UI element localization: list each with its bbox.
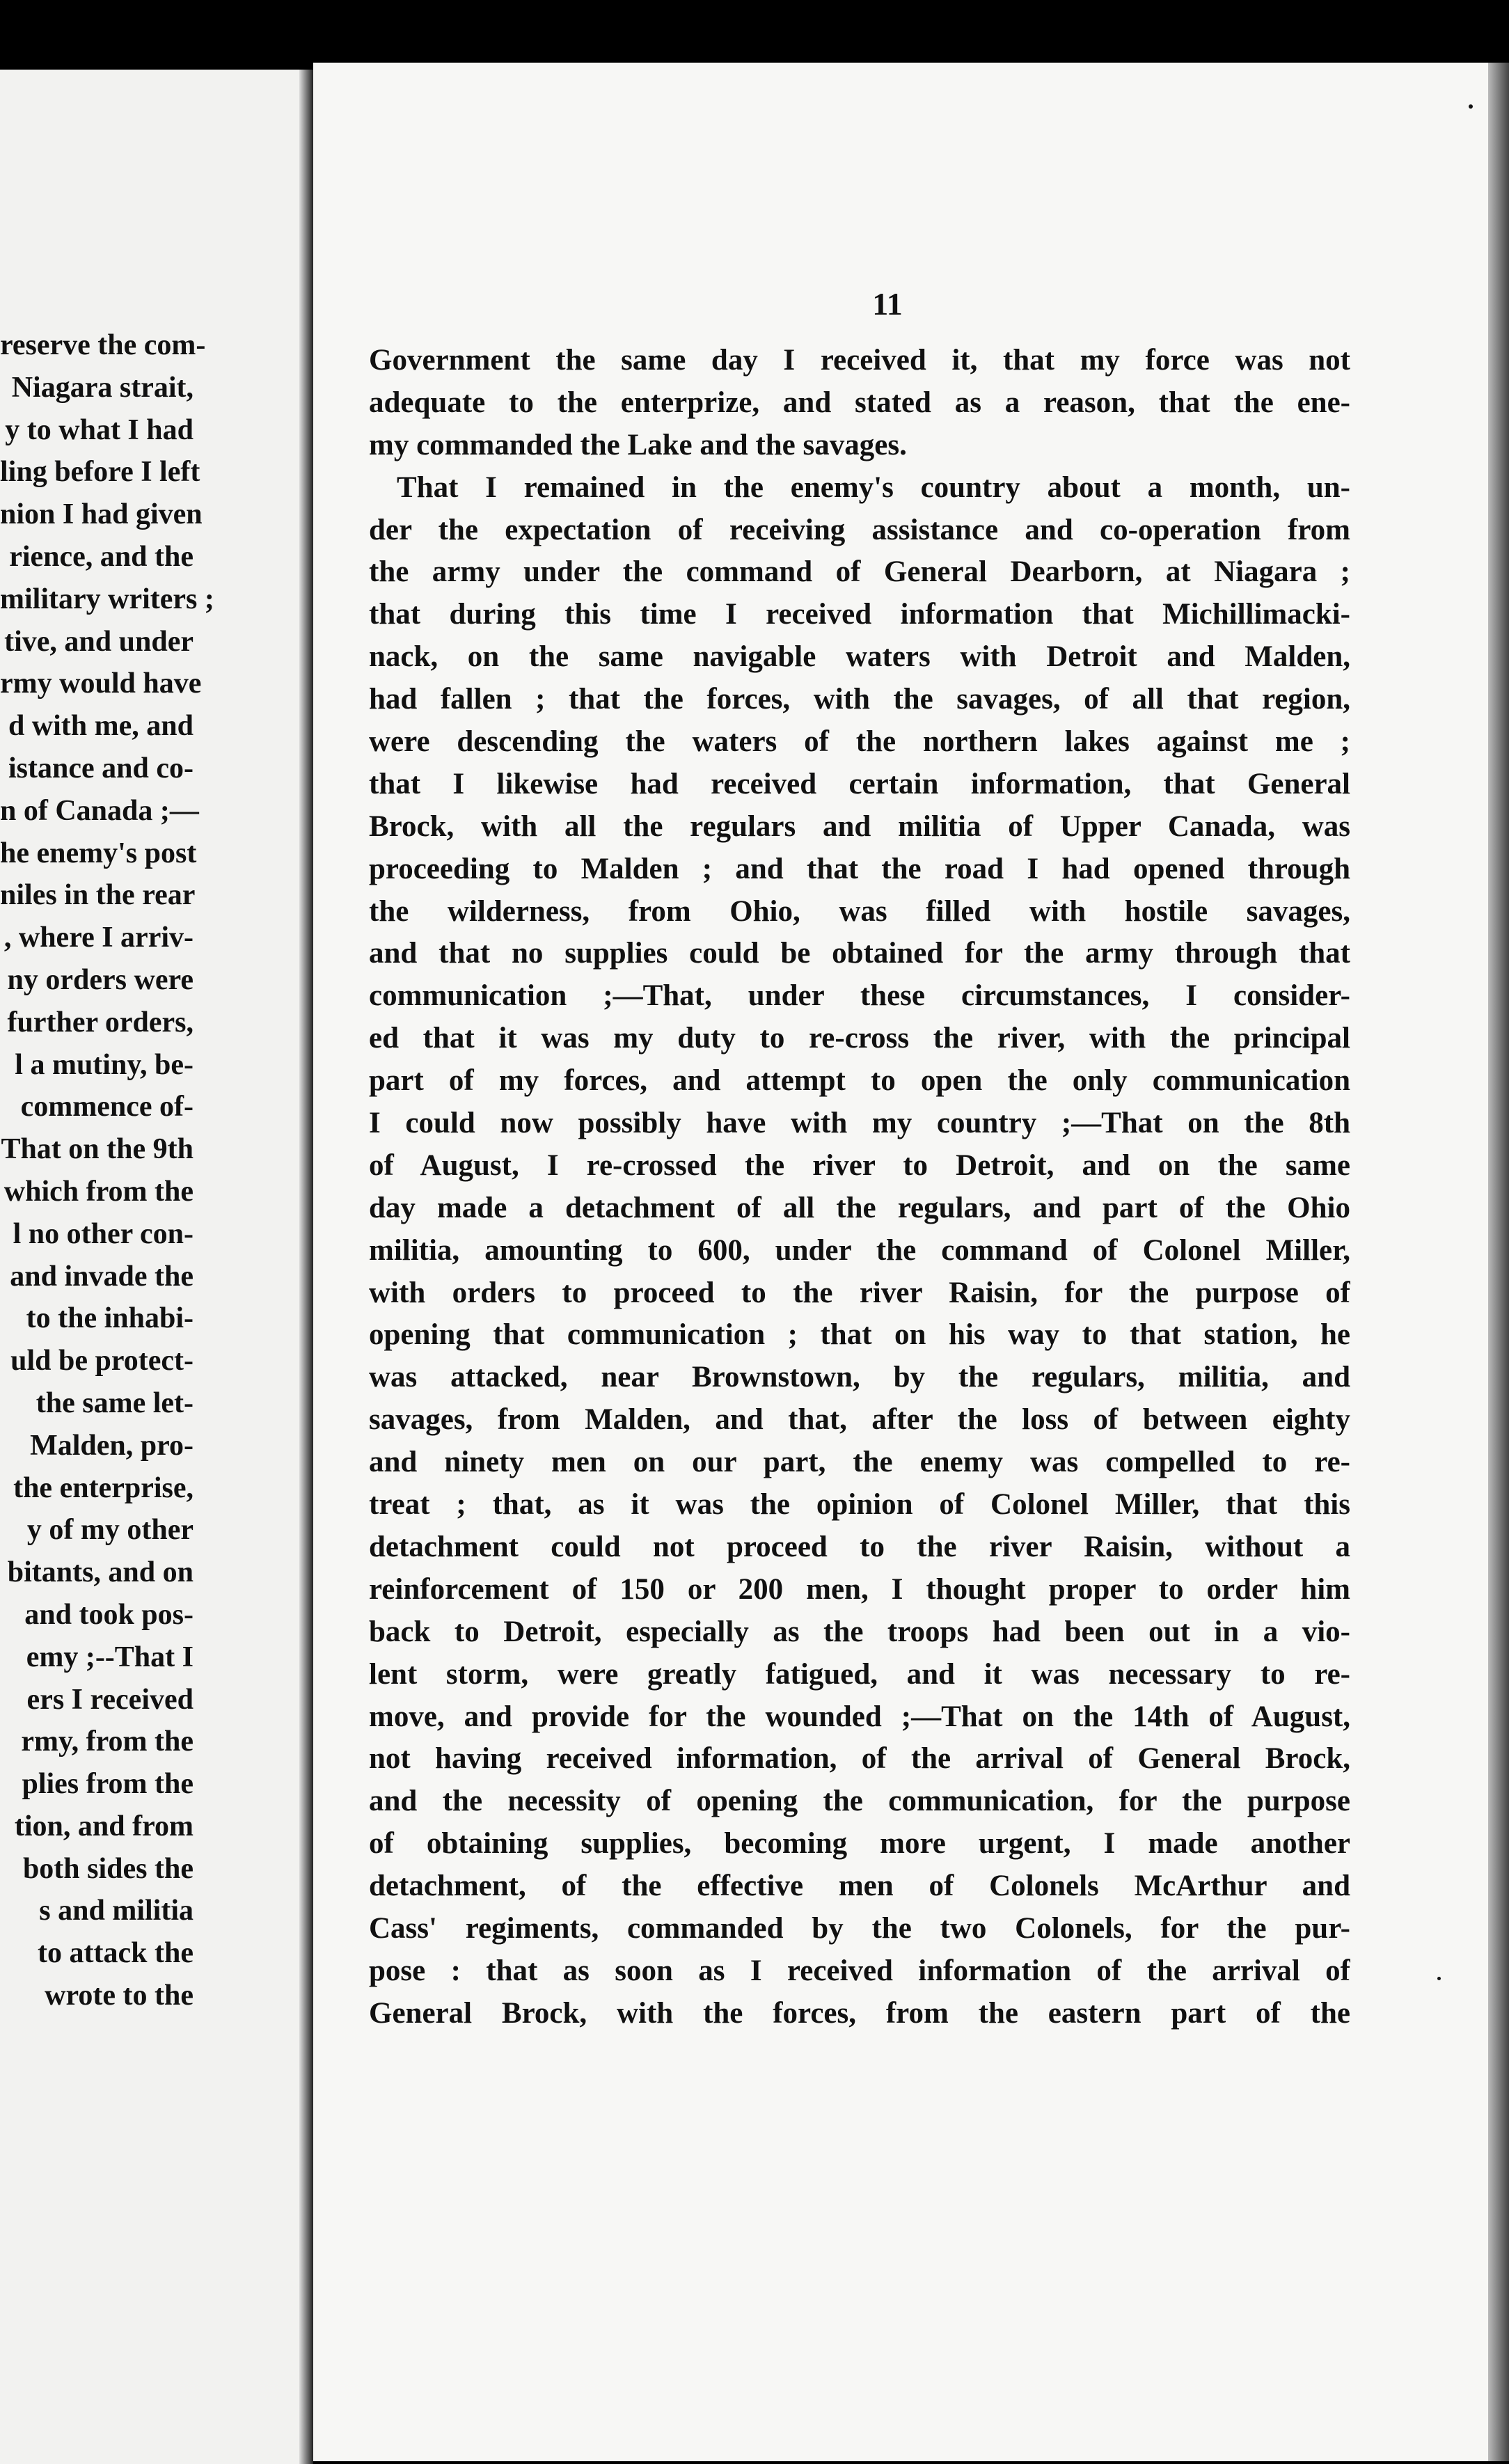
left-page-line: Niagara strait,: [11, 371, 193, 404]
text-line: and the necessity of opening the communication, for the purpose: [369, 1785, 1350, 1818]
left-page-line: both sides the: [22, 1852, 193, 1885]
left-page-line: , where I arriv-: [3, 922, 193, 954]
right-page-edge: [1488, 63, 1509, 2461]
left-page-line: l a mutiny, be-: [15, 1048, 193, 1081]
text-line: move, and provide for the wounded ;—That on the 14th of August,: [369, 1700, 1350, 1733]
left-page-line: rience, and the: [9, 540, 193, 573]
left-page-line: the same let-: [35, 1387, 193, 1419]
left-page-line: rmy would have: [0, 668, 202, 700]
left-page-line: the enterprise,: [13, 1471, 193, 1504]
text-line: I could now possibly have with my country ;—That on the 8th: [369, 1107, 1350, 1140]
left-page-line: tive, and under: [4, 625, 193, 658]
text-line: Cass' regiments, commanded by the two Colonels, for the pur-: [369, 1911, 1350, 1945]
text-line: opening that communication ; that on his way to that station, he: [369, 1318, 1350, 1352]
left-page-line: bitants, and on: [7, 1556, 193, 1589]
text-line: ed that it was my duty to re-cross the river, with the principal: [369, 1022, 1350, 1055]
scan-top-border: [0, 0, 1509, 70]
left-page-line: s and militia: [39, 1895, 193, 1927]
text-line: were descending the waters of the northern lakes against me ;: [369, 725, 1350, 759]
left-page-line: nion I had given: [0, 498, 203, 531]
text-line: not having received information, of the arrival of General Brock,: [369, 1742, 1350, 1776]
left-page-line: and invade the: [10, 1260, 193, 1293]
left-page-line: n of Canada ;—: [0, 794, 199, 827]
left-page-line: y to what I had: [5, 413, 193, 446]
left-page-line: military writers ;: [0, 583, 214, 615]
text-line: Government the same day I received it, that my force was not: [369, 344, 1350, 377]
text-line: that I likewise had received certain information, that General: [369, 767, 1350, 800]
text-line: of August, I re-crossed the river to Detroit, and on the same: [369, 1148, 1350, 1182]
left-page-line: which from the: [3, 1175, 193, 1208]
left-page-line: to attack the: [38, 1937, 193, 1970]
text-line: my commanded the Lake and the savages.: [369, 428, 907, 461]
text-line: with orders to proceed to the river Raisin, for the purpose of: [369, 1276, 1350, 1309]
ink-speck: [1437, 1977, 1441, 1980]
left-page-line: to the inhabi-: [26, 1302, 193, 1335]
left-page-line: wrote to the: [45, 1980, 193, 2012]
left-page-line: plies from the: [22, 1768, 193, 1801]
text-line: pose : that as soon as I received information of the arrival of: [369, 1954, 1350, 1987]
text-line: communication ;—That, under these circumstances, I consider-: [369, 979, 1350, 1013]
text-line: reinforcement of 150 or 200 men, I thought proper to order him: [369, 1572, 1350, 1606]
text-line: part of my forces, and attempt to open the only communication: [369, 1064, 1350, 1098]
text-line: militia, amounting to 600, under the command of Colonel Miller,: [369, 1233, 1350, 1267]
text-line: der the expectation of receiving assistance and co-operation from: [369, 513, 1350, 546]
text-line: lent storm, were greatly fatigued, and it was necessary to re-: [369, 1657, 1350, 1691]
left-page-line: commence of-: [20, 1091, 193, 1123]
left-page-text: [0, 324, 214, 2017]
left-page-fragment: [0, 70, 299, 2464]
left-page-line: istance and co-: [8, 752, 193, 784]
left-page-line: uld be protect-: [10, 1345, 193, 1377]
left-page-line: niles in the rear: [0, 879, 196, 912]
left-page-line: he enemy's post: [0, 837, 197, 869]
text-line: proceeding to Malden ; and that the road I had opened through: [369, 852, 1350, 885]
text-line: General Brock, with the forces, from the eastern part of the: [369, 1996, 1350, 2030]
left-page-line: Malden, pro-: [30, 1429, 193, 1462]
text-line: the wilderness, from Ohio, was filled with hostile savages,: [369, 894, 1350, 928]
text-line: detachment, of the effective men of Colonels McArthur and: [369, 1870, 1350, 1903]
left-page-line: reserve the com-: [0, 329, 206, 361]
text-line: and that no supplies could be obtained for the army through that: [369, 937, 1350, 970]
book-gutter: [299, 70, 313, 2464]
text-line: the army under the command of General Dearborn, at Niagara ;: [369, 555, 1350, 589]
text-line: day made a detachment of all the regulars, and part of the Ohio: [369, 1191, 1350, 1224]
left-page-line: rmy, from the: [21, 1725, 193, 1758]
left-page-line: y of my other: [26, 1514, 193, 1547]
ink-speck: [1469, 104, 1473, 109]
text-line: That I remained in the enemy's country about a month, un-: [397, 471, 1350, 504]
right-page: [313, 63, 1490, 2461]
left-page-line: tion, and from: [14, 1810, 193, 1842]
text-line: had fallen ; that the forces, with the savages, of all that region,: [369, 683, 1350, 716]
text-line: savages, from Malden, and that, after the loss of between eighty: [369, 1403, 1350, 1437]
left-page-line: further orders,: [7, 1006, 193, 1038]
left-page-line: ers I received: [26, 1683, 193, 1716]
page-number: 11: [872, 286, 903, 322]
left-page-line: and took pos-: [24, 1598, 193, 1631]
page-body-text: [369, 340, 1350, 2035]
text-line: and ninety men on our part, the enemy was compelled to re-: [369, 1446, 1350, 1479]
left-page-line: ling before I left: [0, 456, 200, 489]
left-page-line: emy ;--That I: [26, 1641, 193, 1673]
left-page-line: d with me, and: [8, 710, 193, 743]
text-line: was attacked, near Brownstown, by the regulars, militia, and: [369, 1361, 1350, 1394]
text-line: detachment could not proceed to the river Raisin, without a: [369, 1530, 1350, 1563]
text-line: back to Detroit, especially as the troops had been out in a vio-: [369, 1615, 1350, 1648]
text-line: treat ; that, as it was the opinion of Colonel Miller, that this: [369, 1488, 1350, 1522]
text-line: Brock, with all the regulars and militia of Upper Canada, was: [369, 810, 1350, 843]
text-line: nack, on the same navigable waters with Detroit and Malden,: [369, 640, 1350, 674]
text-line: that during this time I received information that Michillimacki-: [369, 598, 1350, 631]
left-page-line: ny orders were: [7, 963, 193, 996]
text-line: of obtaining supplies, becoming more urgent, I made another: [369, 1827, 1350, 1861]
left-page-line: That on the 9th: [1, 1133, 193, 1166]
left-page-line: l no other con-: [13, 1217, 193, 1250]
text-line: adequate to the enterprize, and stated as a reason, that the ene-: [369, 386, 1350, 419]
